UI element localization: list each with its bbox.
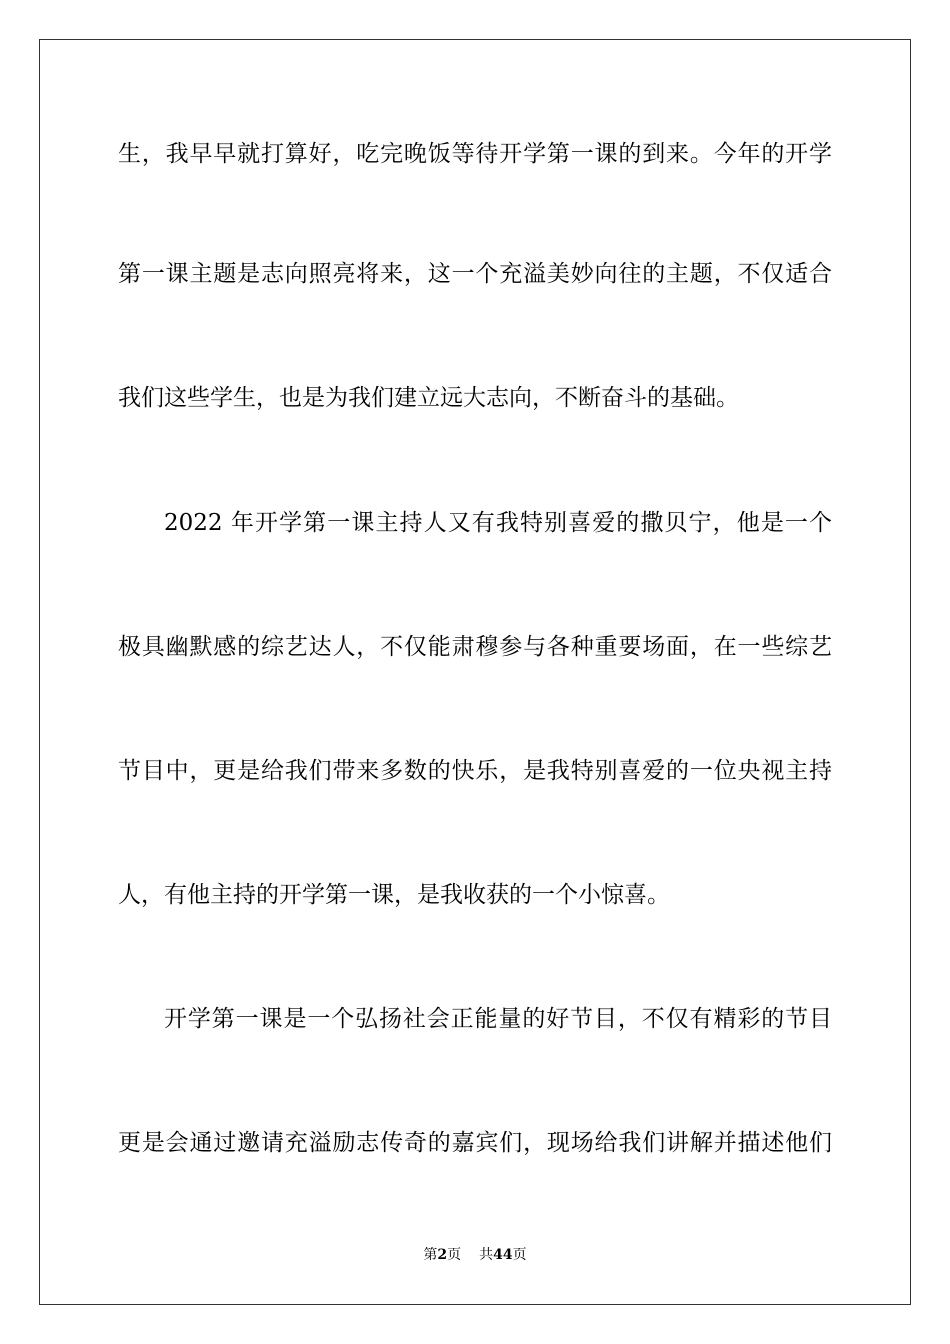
total-pages: 44 <box>493 1247 513 1263</box>
text-line-6: 节目中，更是给我们带来多数的快乐，是我特别喜爱的一位央视主持 <box>118 758 832 784</box>
text-line-9: 更是会通过邀请充溢励志传奇的嘉宾们，现场给我们讲解并描述他们 <box>118 1130 832 1156</box>
text-line-2: 第一课主题是志向照亮将来，这一个充溢美妙向往的主题，不仅适合 <box>118 261 832 287</box>
page-footer <box>0 1245 950 1265</box>
total-suffix: 页 <box>512 1247 527 1263</box>
page-prefix: 第 <box>423 1247 438 1263</box>
text-line-1: 生，我早早就打算好，吃完晚饭等待开学第一课的到来。今年的开学 <box>118 141 832 167</box>
text-line-5: 极具幽默感的综艺达人，不仅能肃穆参与各种重要场面，在一些综艺 <box>118 634 832 660</box>
text-line-4: 2022 年开学第一课主持人又有我特别喜爱的撒贝宁，他是一个 <box>164 510 832 536</box>
text-line-7: 人，有他主持的开学第一课，是我收获的一个小惊喜。 <box>118 882 670 908</box>
text-line-3: 我们这些学生，也是为我们建立远大志向，不断奋斗的基础。 <box>118 385 739 411</box>
page-border <box>39 39 911 1305</box>
text-line-8: 开学第一课是一个弘扬社会正能量的好节目，不仅有精彩的节目 <box>164 1006 832 1032</box>
total-prefix: 共 <box>479 1247 494 1263</box>
page-suffix: 页 <box>447 1247 462 1263</box>
page-number: 2 <box>437 1247 448 1263</box>
